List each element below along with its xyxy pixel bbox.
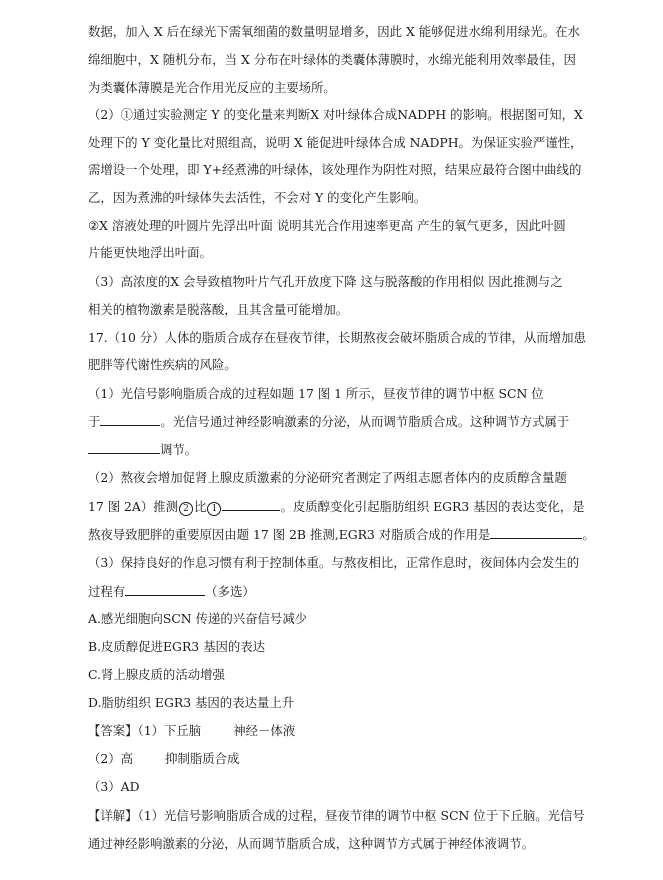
text-line-with-blank (88, 498, 585, 516)
answer-line (88, 723, 295, 739)
answer-blank[interactable] (100, 413, 160, 426)
text-line: 乙，因为煮沸的叶绿体失去活性，不会对 Y 的变化产生影响。 (88, 190, 427, 205)
option-c: C.肾上腺皮质的活动增强 (88, 667, 225, 682)
text-line: 数据，加入 X 后在绿光下需氧细菌的数量明显增多，因此 X 能够促进水绵利用绿光。在水 (88, 24, 580, 39)
text-line: 片能更快地浮出叶面。 (88, 245, 212, 260)
text-line: （1）光信号影响脂质合成的过程如题 17 图 1 所示，昼夜节律的调节中枢 SCN 位 (88, 386, 544, 401)
option-b: B.皮质醇促进EGR3 基因的表达 (88, 639, 266, 654)
answer-text: （2）高 (88, 751, 134, 766)
text-line: （2）熬夜会增加促肾上腺皮质激素的分泌研究者测定了两组志愿者体内的皮质醇含量题 (88, 470, 567, 485)
explanation-line: 通过神经影响激素的分泌，从而调节脂质合成，这种调节方式属于神经体液调节。 (88, 836, 535, 851)
text-fragment: 过程有 (88, 584, 126, 599)
circled-number: 1 (207, 502, 221, 516)
answer-text: 抑制脂质合成 (165, 751, 240, 766)
text-line: ②X 溶液处理的叶圆片先浮出叶面 说明其光合作用速率更高 产生的氧气更多，因此叶圆 (88, 218, 566, 233)
option-d: D.脂肪组织 EGR3 基因的表达量上升 (88, 695, 295, 710)
answer-blank[interactable] (222, 498, 280, 511)
text-line: 为类囊体薄膜是光合作用光反应的主要场所。 (88, 80, 336, 95)
text-fragment: 。光信号通过神经影响激素的分泌，从而调节脂质合成。这种调节方式属于 (160, 414, 570, 429)
text-line: （3）高浓度的X 会导致植物叶片气孔开放度下降 这与脱落酸的作用相似 因此推测与之 (88, 274, 563, 289)
answer-blank[interactable] (490, 526, 582, 539)
text-fragment: 于 (88, 414, 101, 429)
text-line: 相关的植物激素是脱落酸，且其含量可能增加。 (88, 302, 349, 317)
text-line: 需增设一个处理，即 Y+经煮沸的叶绿体，该处理作为阴性对照，结果应最符合图中曲线的 (88, 162, 582, 177)
question-17-heading: 17.（10 分）人体的脂质合成存在昼夜节律，长期熬夜会破坏脂质合成的节律，从而增加患 (88, 330, 586, 345)
text-line-with-blank (88, 441, 197, 458)
text-fragment: 熬夜导致肥胖的重要原因由题 17 图 2B 推测,EGR3 对脂质合成的作用是 (88, 527, 491, 542)
answer-blank[interactable] (125, 583, 205, 596)
circled-number: 2 (179, 502, 193, 516)
answer-label: 【答案】（1）下丘脑 (88, 723, 202, 738)
text-line: （3）保持良好的作息习惯有利于控制体重。与熬夜相比，正常作息时，夜间体内会发生的 (88, 555, 580, 570)
explanation-line: 【详解】（1）光信号影响脂质合成的过程，昼夜节律的调节中枢 SCN 位于下丘脑。光信号 (88, 808, 585, 823)
text-line: 肥胖等代谢性疾病的风险。 (88, 357, 237, 372)
text-line-with-blank (88, 583, 255, 600)
text-fragment: （多选） (205, 584, 255, 599)
answer-line (88, 751, 239, 767)
text-line-with-blank (88, 526, 595, 543)
text-line: 处理下的 Y 变化量比对照组高，说明 X 能促进叶绿体合成 NADPH。为保证实验严谨性， (88, 135, 583, 150)
option-a: A.感光细胞向SCN 传递的兴奋信号减少 (88, 611, 308, 626)
text-fragment: 。皮质醇变化引起脂肪组织 EGR3 基因的表达变化，是 (280, 499, 585, 514)
text-fragment: 调节。 (160, 442, 198, 457)
text-fragment: 17 图 2A）推测 (88, 499, 179, 514)
answer-text: 神经－体液 (233, 723, 296, 738)
answer-line: （3）AD (88, 779, 140, 794)
text-line: 绵细胞中，X 随机分布，当 X 分布在叶绿体的类囊体薄膜时，水绵光能利用效率最佳，因 (88, 52, 576, 67)
text-fragment: 比 (194, 499, 207, 514)
text-line: （2）①通过实验测定 Y 的变化量来判断X 对叶绿体合成NADPH 的影响。根据图可知，X (88, 107, 583, 122)
text-line-with-blank (88, 413, 569, 430)
text-fragment: 。 (582, 527, 595, 542)
answer-blank[interactable] (88, 441, 160, 454)
